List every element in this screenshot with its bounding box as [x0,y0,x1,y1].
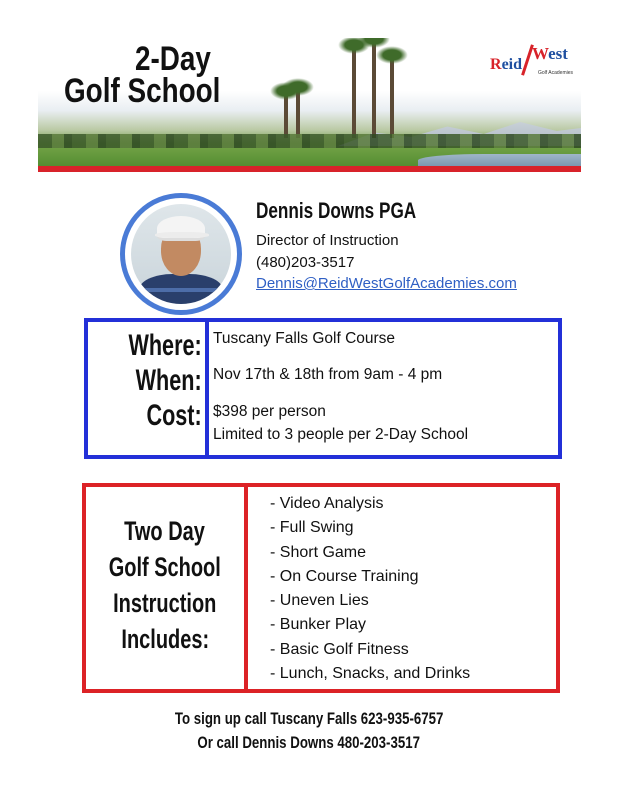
instructor-role: Director of Instruction [256,232,399,249]
avatar-photo [131,204,231,304]
palm-tree [296,88,300,138]
includes-heading-line: Instruction [113,588,217,618]
palm-tree [284,92,288,138]
logo-west-text: West [532,44,568,63]
includes-heading-line: Golf School [108,552,222,582]
palm-tree [352,46,356,138]
list-item: - Full Swing [270,519,354,537]
when-value: Nov 17th & 18th from 9am - 4 pm [213,366,443,383]
avatar-cap-brim [155,232,209,238]
logo-reid-text: Reid [490,56,523,73]
includes-heading-line: Two Day [124,516,206,546]
list-item: - Uneven Lies [270,592,369,610]
cost-value: $398 per person [213,403,326,420]
list-item: - On Course Training [270,567,419,585]
instructor-name: Dennis Downs PGA [256,198,417,223]
details-divider [205,318,209,459]
title-line-2: Golf School [64,72,221,110]
instructor-phone: (480)203-3517 [256,254,355,271]
list-item: - Lunch, Snacks, and Drinks [270,665,471,683]
list-item: - Short Game [270,543,367,561]
where-value: Tuscany Falls Golf Course [213,330,396,347]
banner-underline [38,166,581,172]
reid-west-logo [490,42,580,88]
instructor-avatar [120,193,242,315]
cost-label: Cost: [146,399,202,432]
includes-list [270,492,470,686]
list-item: - Bunker Play [270,616,367,634]
list-item: - Basic Golf Fitness [270,640,409,658]
palm-tree [390,56,394,138]
instructor-email-link[interactable]: Dennis@ReidWestGolfAcademies.com [256,275,517,292]
where-label: Where: [128,329,202,362]
cost-note: Limited to 3 people per 2-Day School [213,426,469,443]
title-line-1: 2-Day [135,40,211,78]
signup-line-1: To sign up call Tuscany Falls 623-935-6757 [174,709,444,728]
avatar-shirt-stripe [139,288,223,292]
includes-heading-line: Includes: [121,624,209,654]
when-label: When: [136,364,202,397]
list-item: - Video Analysis [270,495,384,512]
logo-subtitle: Golf Academies [538,70,574,76]
includes-divider [244,483,248,693]
signup-line-2: Or call Dennis Downs 480-203-3517 [197,733,421,752]
